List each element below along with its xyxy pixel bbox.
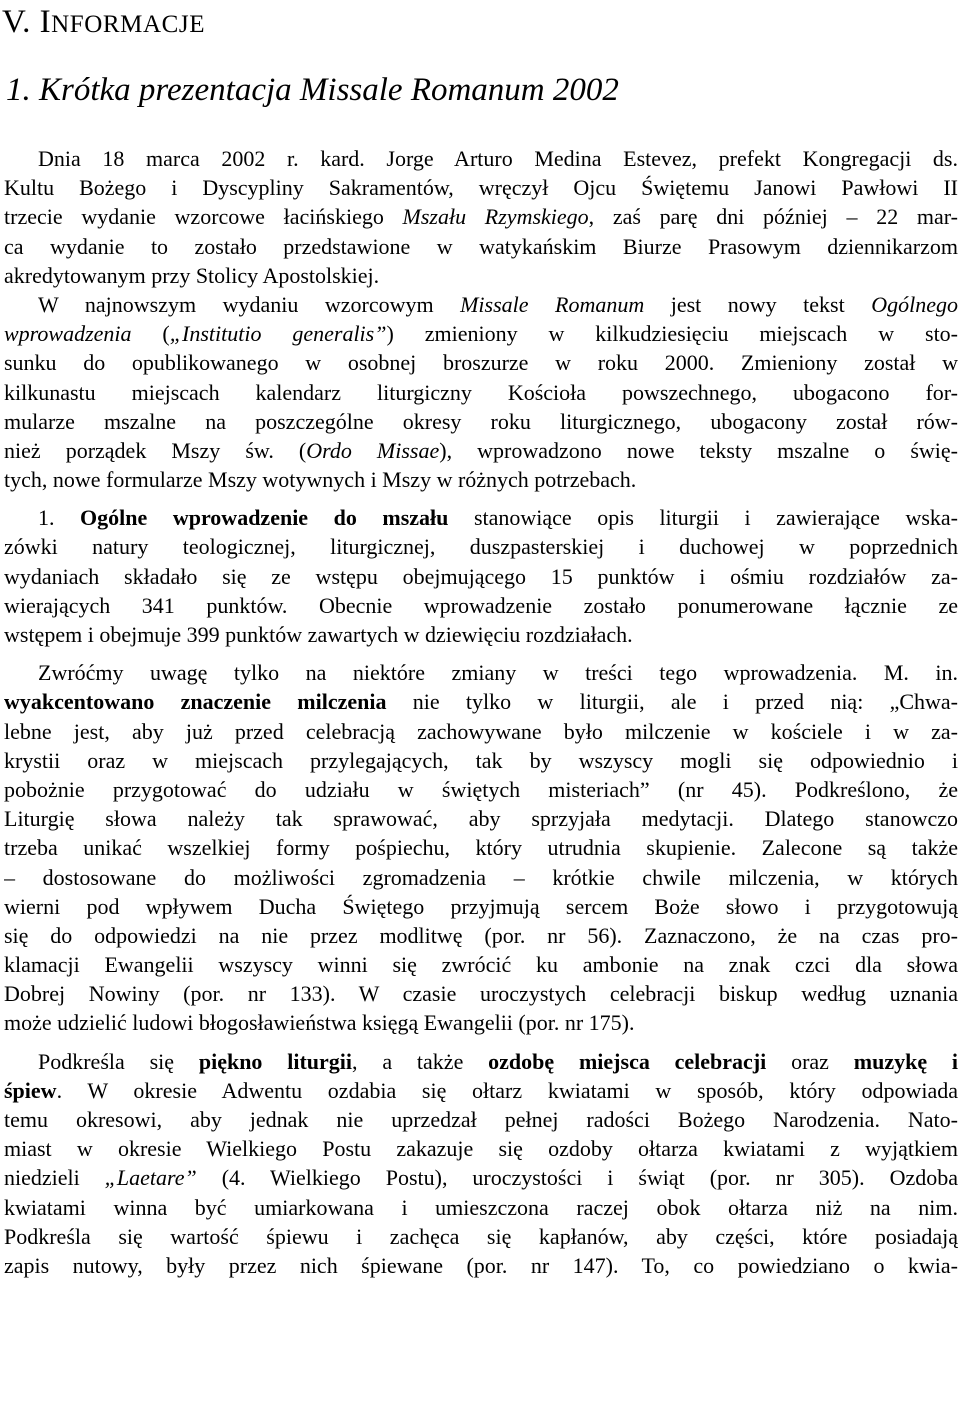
text-run: „Institutio generalis” (169, 321, 387, 347)
paragraph-gap (4, 1038, 958, 1047)
text-line (4, 1047, 958, 1076)
text-run: trzecie wydanie wzorcowe łacińskiego (4, 204, 403, 230)
text-line: tych, nowe formularze Mszy wotywnych i Mszy w różnych potrzebach. (4, 467, 637, 493)
text-line: zapis nutowy, były przez nich śpiewane (por. nr 147). To, co powiedziano o kwia- (4, 1252, 958, 1278)
text-run: Mszału Rzymskiego (402, 204, 589, 230)
text-line: miast w okresie Wielkiego Postu zakazuje się ozdoby ołtarza kwiatami z wyjątkiem (4, 1136, 958, 1162)
text-line (4, 319, 958, 348)
text-line (4, 202, 958, 231)
text-run: wyakcentowano znaczenie milczenia (4, 689, 387, 715)
text-line: – dostosowane do możliwości zgromadzenia – krótkie chwile milczenia, w których (4, 864, 958, 890)
text-run: muzykę i (853, 1048, 958, 1074)
text-line: zówki natury teologicznej, liturgicznej, duszpasterskiej i duchowej w poprzednich (4, 534, 958, 560)
text-line (4, 290, 958, 319)
text-run: ) zmieniony w kilkudziesięciu miejscach w sto- (386, 321, 958, 347)
text-line: pobożnie przygotować do udziału w świętych misteriach” (nr 45). Podkreślono, że (4, 776, 958, 802)
text-line: klamacji Ewangelii wszyscy winni się zwrócić ku ambonie na znak czci dla słowa (4, 952, 958, 978)
text-run: , a także (352, 1048, 489, 1074)
text-run: oraz (766, 1048, 854, 1074)
text-run: piękno liturgii (198, 1048, 353, 1074)
text-line: wierających 341 punktów. Obecnie wprowadzenie zostało ponumerowane łącznie ze (4, 592, 958, 618)
text-line: akredytowanym przy Stolicy Apostolskiej. (4, 262, 380, 288)
text-line: może udzielić ludowi błogosławieństwa księgą Ewangelii (por. nr 175). (4, 1010, 635, 1036)
text-line: Dobrej Nowiny (por. nr 133). W czasie uroczystych celebracji biskup według uznania (4, 981, 958, 1007)
text-run: wprowadzenia (4, 321, 132, 347)
text-line: ca wydanie to zostało przedstawione w watykańskim Biurze Prasowym dziennikarzom (4, 233, 958, 259)
text-line: Liturgię słowa należy tak sprawować, aby sprzyjała medytacji. Dlatego stanowczo (4, 806, 958, 832)
text-line: wierni pod wpływem Ducha Świętego przyjmują sercem Boże słowo i przygotowują (4, 893, 958, 919)
text-run: , zaś parę dni później – 22 mar- (588, 204, 958, 230)
text-run: stanowiące opis liturgii i zawierające wska- (448, 505, 958, 531)
text-line: Podkreśla się wartość śpiewu i zachęca się kapłanów, aby części, które posiadają (4, 1223, 958, 1249)
text-run: . W okresie Adwentu ozdabia się ołtarz kwiatami w sposób, który odpowiada (56, 1077, 958, 1103)
text-run: (4. Wielkiego Postu), uroczystości i świąt (por. nr 305). Ozdoba (196, 1165, 958, 1191)
text-line: trzeba unikać wszelkiej formy pośpiechu, który utrudnia skupienie. Zalecone są także (4, 835, 958, 861)
text-run: jest nowy tekst (644, 291, 872, 317)
chapter-title-rest: NFORMACJE (51, 11, 206, 38)
text-run: Podkreśla się (38, 1048, 199, 1074)
chapter-number: V. (2, 4, 31, 40)
text-line (4, 1076, 958, 1105)
text-run: ( (131, 321, 170, 347)
text-run: ), wprowadzono nowe teksty mszalne o świę- (439, 437, 958, 463)
text-run: 1. (38, 505, 81, 531)
paragraph-gap (4, 494, 958, 503)
text-run: ozdobę miejsca celebracji (488, 1048, 767, 1074)
text-line (4, 687, 958, 716)
text-run: Missale Romanum (460, 291, 645, 317)
paragraph-gap (4, 649, 958, 658)
text-line: Dnia 18 marca 2002 r. kard. Jorge Arturo Medina Estevez, prefekt Kongregacji ds. (38, 146, 958, 171)
text-line: wstępem i obejmuje 399 punktów zawartych w dziewięciu rozdziałach. (4, 622, 633, 647)
text-line (4, 1163, 958, 1192)
text-line: krystii oraz w miejscach przylegających, tak by wszyscy mogli się odpowiednio i (4, 747, 958, 773)
text-run: „Laetare” (104, 1165, 197, 1191)
text-line (4, 436, 958, 465)
text-run: śpiew (4, 1077, 57, 1103)
text-line: kilkunastu miejscach kalendarz liturgiczny Kościoła powszechnego, ubogacono for- (4, 379, 958, 405)
chapter-title-initial: I (39, 4, 52, 40)
text-line: się do odpowiedzi na nie przez modlitwę (por. nr 56). Zaznaczono, że na czas pro- (4, 922, 958, 948)
text-run: W najnowszym wydaniu wzorcowym (38, 291, 461, 317)
chapter-heading (2, 2, 205, 45)
text-line: wydaniach składało się ze wstępu obejmującego 15 punktów i ośmiu rozdziałów za- (4, 563, 958, 589)
text-line: Kultu Bożego i Dyscypliny Sakramentów, wręczył Ojcu Świętemu Janowi Pawłowi II (4, 175, 958, 201)
text-line: sunku do opublikowanego w osobnej broszurze w roku 2000. Zmieniony został w (4, 350, 958, 376)
text-line (4, 503, 958, 532)
text-run: Ordo Missae (306, 437, 440, 463)
text-line: temu okresowi, aby jednak nie uprzedzał pełnej radości Bożego Narodzenia. Nato- (4, 1107, 958, 1132)
text-line: lebne jest, aby już przed celebracją zachowywane było milczenie w kościele i w za- (4, 718, 958, 744)
text-run: Ogólne wprowadzenie do mszału (80, 505, 449, 531)
body-text (4, 144, 958, 1280)
text-line: kwiatami winna być umiarkowana i umieszczona raczej obok ołtarza niż na nim. (4, 1194, 958, 1220)
text-run: nież porządek Mszy św. ( (4, 437, 307, 463)
text-run: nie tylko w liturgii, ale i przed nią: „Chwa- (386, 689, 958, 715)
text-run: niedzieli (4, 1165, 105, 1191)
text-line: mularze mszalne na poszczególne okresy roku liturgicznego, ubogacony został rów- (4, 408, 958, 434)
text-run: Ogólnego (871, 291, 958, 317)
text-line: Zwróćmy uwagę tylko na niektóre zmiany w treści tego wprowadzenia. M. in. (38, 660, 958, 686)
section-heading: 1. Krótka prezentacja Missale Romanum 2002 (6, 72, 619, 108)
